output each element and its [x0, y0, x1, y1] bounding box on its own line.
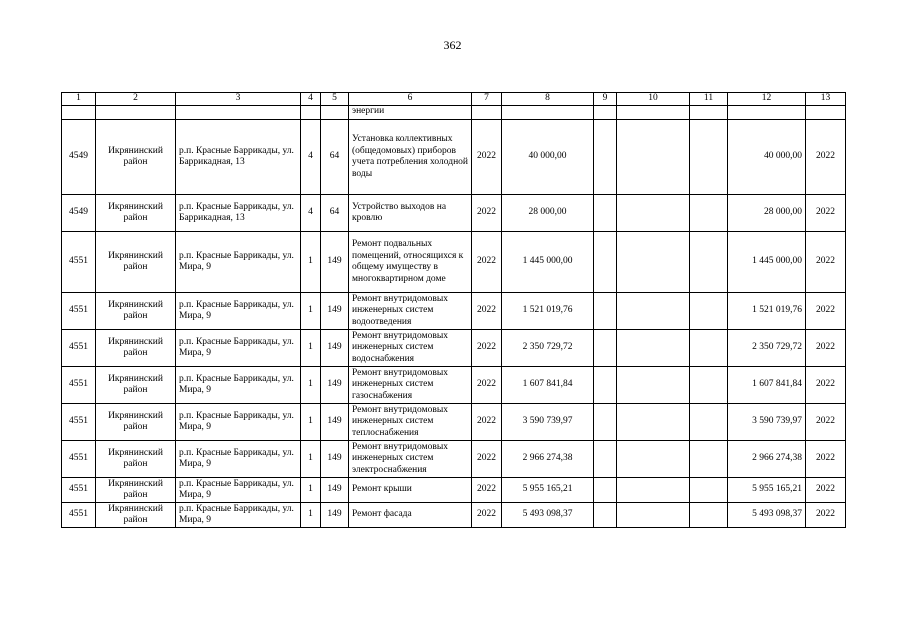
year: 2022 [472, 478, 502, 503]
year: 2022 [472, 367, 502, 404]
house-id: 4551 [62, 503, 96, 528]
col-10 [617, 195, 690, 232]
district: Икрянинский район [96, 232, 176, 293]
col-12: 40 000,00 [728, 120, 806, 195]
col-11 [690, 120, 728, 195]
district: Икрянинский район [96, 503, 176, 528]
table-row [62, 404, 846, 441]
col-12: 1 521 019,76 [728, 293, 806, 330]
col-5: 64 [321, 120, 349, 195]
col-11 [690, 478, 728, 503]
work-description: Ремонт внутридомовых инженерных систем теплоснабжения [349, 404, 472, 441]
col-11 [690, 503, 728, 528]
column-header: 10 [617, 93, 690, 106]
col-9 [594, 367, 617, 404]
work-description: Ремонт подвальных помещений, относящихся к общему имуществу в многоквартирном доме [349, 232, 472, 293]
col-4: 1 [301, 404, 321, 441]
col-13: 2022 [806, 404, 846, 441]
column-header: 2 [96, 93, 176, 106]
col-9 [594, 232, 617, 293]
address: р.п. Красные Баррикады, ул. Мира, 9 [176, 478, 301, 503]
work-description: Ремонт фасада [349, 503, 472, 528]
table-row [62, 293, 846, 330]
column-header: 12 [728, 93, 806, 106]
col-12: 2 966 274,38 [728, 441, 806, 478]
address: р.п. Красные Баррикады, ул. Мира, 9 [176, 404, 301, 441]
column-header: 9 [594, 93, 617, 106]
col-10 [617, 330, 690, 367]
col-4: 1 [301, 503, 321, 528]
col-13: 2022 [806, 441, 846, 478]
col-10 [617, 367, 690, 404]
column-header: 7 [472, 93, 502, 106]
col-4: 4 [301, 195, 321, 232]
col-12: 2 350 729,72 [728, 330, 806, 367]
house-id: 4551 [62, 330, 96, 367]
address: р.п. Красные Баррикады, ул. Баррикадная, 13 [176, 195, 301, 232]
district: Икрянинский район [96, 404, 176, 441]
year: 2022 [472, 195, 502, 232]
col-5: 149 [321, 367, 349, 404]
total-cost: 28 000,00 [502, 195, 594, 232]
col-10 [617, 120, 690, 195]
house-id: 4551 [62, 404, 96, 441]
col-4: 1 [301, 330, 321, 367]
address: р.п. Красные Баррикады, ул. Мира, 9 [176, 232, 301, 293]
col-10 [617, 503, 690, 528]
house-id: 4551 [62, 441, 96, 478]
total-cost: 5 955 165,21 [502, 478, 594, 503]
house-id: 4551 [62, 367, 96, 404]
col-12: 5 955 165,21 [728, 478, 806, 503]
year: 2022 [472, 120, 502, 195]
col-9 [594, 404, 617, 441]
address: р.п. Красные Баррикады, ул. Мира, 9 [176, 441, 301, 478]
col-9 [594, 120, 617, 195]
column-header: 3 [176, 93, 301, 106]
district: Икрянинский район [96, 293, 176, 330]
district: Икрянинский район [96, 441, 176, 478]
continuation-row [62, 106, 846, 120]
table-row [62, 503, 846, 528]
work-description: энергии [349, 106, 472, 120]
col-10 [617, 478, 690, 503]
col-9 [594, 195, 617, 232]
col-12: 5 493 098,37 [728, 503, 806, 528]
column-header: 13 [806, 93, 846, 106]
total-cost: 40 000,00 [502, 120, 594, 195]
col-4: 4 [301, 120, 321, 195]
table-row [62, 232, 846, 293]
column-header: 6 [349, 93, 472, 106]
work-description: Ремонт внутридомовых инженерных систем электроснабжения [349, 441, 472, 478]
work-description: Ремонт крыши [349, 478, 472, 503]
address: р.п. Красные Баррикады, ул. Мира, 9 [176, 503, 301, 528]
total-cost: 1 607 841,84 [502, 367, 594, 404]
house-id: 4549 [62, 120, 96, 195]
district: Икрянинский район [96, 195, 176, 232]
col-11 [690, 195, 728, 232]
year: 2022 [472, 441, 502, 478]
col-5: 64 [321, 195, 349, 232]
column-header: 1 [62, 93, 96, 106]
table-row [62, 120, 846, 195]
col-9 [594, 478, 617, 503]
column-header: 5 [321, 93, 349, 106]
year: 2022 [472, 404, 502, 441]
house-id: 4549 [62, 195, 96, 232]
col-9 [594, 503, 617, 528]
col-10 [617, 293, 690, 330]
address: р.п. Красные Баррикады, ул. Баррикадная, 13 [176, 120, 301, 195]
col-11 [690, 330, 728, 367]
total-cost: 2 350 729,72 [502, 330, 594, 367]
col-5: 149 [321, 441, 349, 478]
col-13: 2022 [806, 232, 846, 293]
col-4: 1 [301, 478, 321, 503]
col-13: 2022 [806, 120, 846, 195]
table-row [62, 478, 846, 503]
address: р.п. Красные Баррикады, ул. Мира, 9 [176, 367, 301, 404]
col-9 [594, 330, 617, 367]
page-number: 362 [443, 38, 462, 52]
col-13: 2022 [806, 367, 846, 404]
col-12: 1 445 000,00 [728, 232, 806, 293]
col-11 [690, 367, 728, 404]
house-id: 4551 [62, 232, 96, 293]
work-description: Ремонт внутридомовых инженерных систем водоотведения [349, 293, 472, 330]
col-9 [594, 441, 617, 478]
total-cost: 3 590 739,97 [502, 404, 594, 441]
total-cost: 5 493 098,37 [502, 503, 594, 528]
col-13: 2022 [806, 478, 846, 503]
table-row [62, 330, 846, 367]
col-4: 1 [301, 293, 321, 330]
col-10 [617, 404, 690, 441]
table-row [62, 441, 846, 478]
work-description: Ремонт внутридомовых инженерных систем газоснабжения [349, 367, 472, 404]
year: 2022 [472, 330, 502, 367]
col-5: 149 [321, 503, 349, 528]
col-12: 3 590 739,97 [728, 404, 806, 441]
district: Икрянинский район [96, 478, 176, 503]
year: 2022 [472, 232, 502, 293]
header-row [62, 93, 846, 106]
col-12: 1 607 841,84 [728, 367, 806, 404]
col-12: 28 000,00 [728, 195, 806, 232]
col-10 [617, 441, 690, 478]
col-4: 1 [301, 441, 321, 478]
col-11 [690, 232, 728, 293]
col-5: 149 [321, 330, 349, 367]
col-13: 2022 [806, 195, 846, 232]
address: р.п. Красные Баррикады, ул. Мира, 9 [176, 293, 301, 330]
work-description: Устройство выходов на кровлю [349, 195, 472, 232]
year: 2022 [472, 503, 502, 528]
house-id: 4551 [62, 293, 96, 330]
column-header: 4 [301, 93, 321, 106]
year: 2022 [472, 293, 502, 330]
col-5: 149 [321, 232, 349, 293]
col-13: 2022 [806, 503, 846, 528]
col-11 [690, 441, 728, 478]
total-cost: 1 521 019,76 [502, 293, 594, 330]
col-13: 2022 [806, 293, 846, 330]
col-11 [690, 293, 728, 330]
col-13: 2022 [806, 330, 846, 367]
work-description: Установка коллективных (общедомовых) приборов учета потребления холодной воды [349, 120, 472, 195]
col-4: 1 [301, 232, 321, 293]
district: Икрянинский район [96, 330, 176, 367]
column-header: 8 [502, 93, 594, 106]
capital-repair-table [61, 92, 846, 528]
col-5: 149 [321, 478, 349, 503]
col-5: 149 [321, 404, 349, 441]
table-row [62, 367, 846, 404]
col-4: 1 [301, 367, 321, 404]
work-description: Ремонт внутридомовых инженерных систем водоснабжения [349, 330, 472, 367]
total-cost: 2 966 274,38 [502, 441, 594, 478]
column-header: 11 [690, 93, 728, 106]
col-10 [617, 232, 690, 293]
total-cost: 1 445 000,00 [502, 232, 594, 293]
district: Икрянинский район [96, 367, 176, 404]
district: Икрянинский район [96, 120, 176, 195]
address: р.п. Красные Баррикады, ул. Мира, 9 [176, 330, 301, 367]
col-9 [594, 293, 617, 330]
col-11 [690, 404, 728, 441]
house-id: 4551 [62, 478, 96, 503]
table-row [62, 195, 846, 232]
col-5: 149 [321, 293, 349, 330]
